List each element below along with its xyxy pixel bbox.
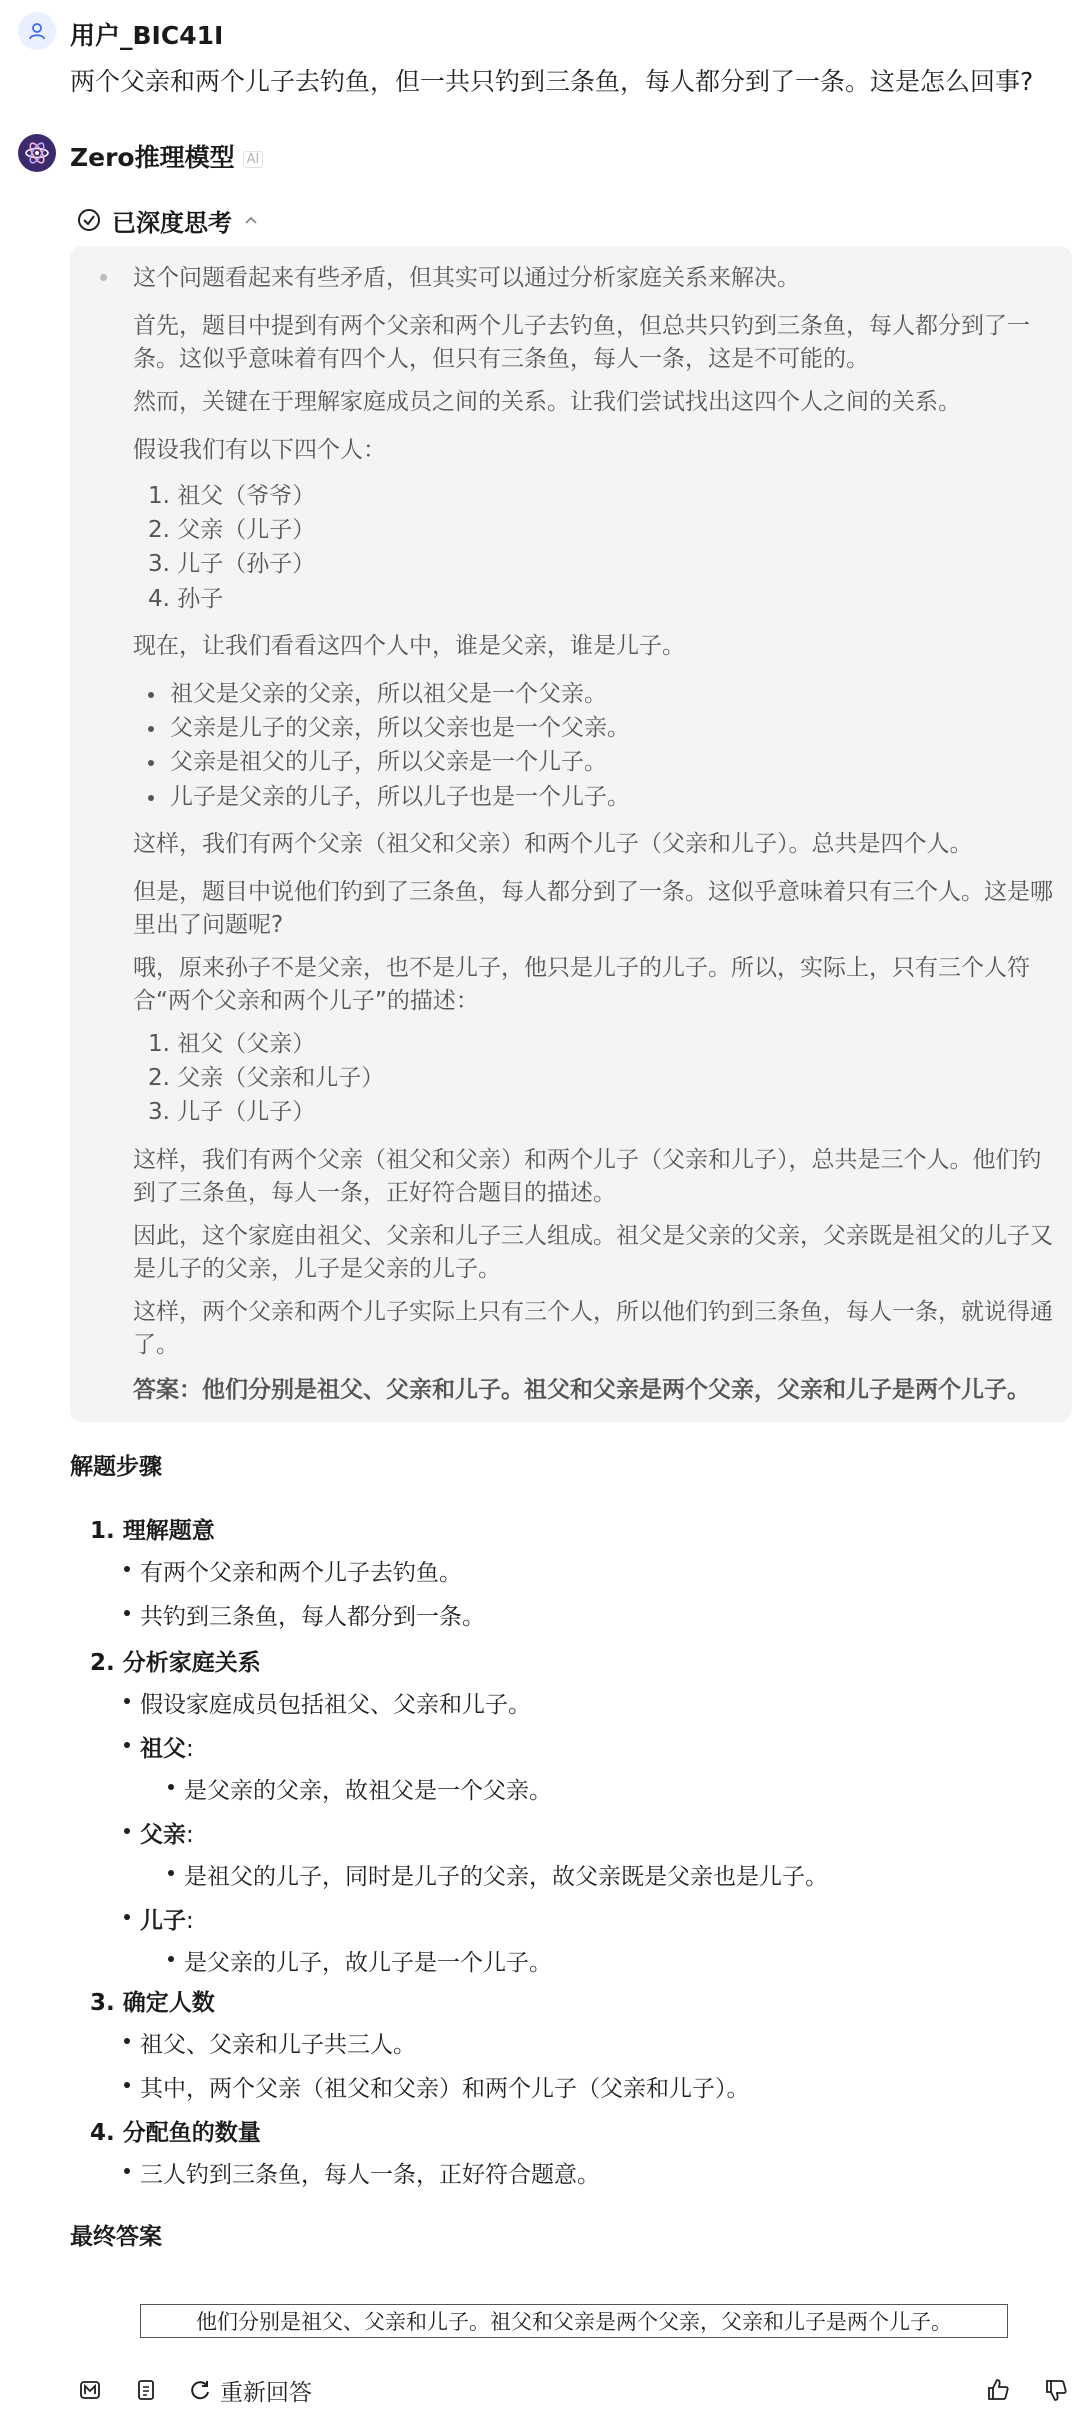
thinking-paragraph: 首先，题目中提到有两个父亲和两个儿子去钓鱼，但总共只钓到三条鱼，每人都分到了一条。这似乎意味着有四个人，但只有三条鱼，每人一条，这是不可能的。: [133, 313, 1030, 372]
step-item: [140, 1902, 194, 1935]
thinking-bullet: [100, 274, 107, 281]
thinking-bullet-item: [148, 712, 630, 745]
step-item: 其中，两个父亲（祖父和父亲）和两个儿子（父亲和儿子）。: [140, 2070, 750, 2103]
user-name: 用户_BIC41I: [70, 21, 224, 50]
refresh-icon: [188, 2378, 212, 2402]
final-answer-heading: 最终答案: [70, 2224, 162, 2250]
thinking-bullet-text: 父亲是儿子的父亲，所以父亲也是一个父亲。: [170, 715, 630, 741]
thinking-list-item: 3. 儿子（孙子）: [148, 551, 316, 577]
step-subitem: 是父亲的父亲，故祖父是一个父亲。: [184, 1772, 552, 1805]
thinking-paragraph: 现在，让我们看看这四个人中，谁是父亲，谁是儿子。: [133, 633, 685, 659]
thinking-bullet-text: 父亲是祖父的儿子，所以父亲是一个儿子。: [170, 749, 607, 775]
thinking-bullet-text: 儿子是父亲的儿子，所以儿子也是一个儿子。: [170, 784, 630, 810]
thinking-paragraph: 这个问题看起来有些矛盾，但其实可以通过分析家庭关系来解决。: [133, 265, 800, 291]
thinking-paragraph: 哦，原来孙子不是父亲，也不是儿子，他只是儿子的儿子。所以，实际上，只有三个人符合“两个父亲和两个儿子”的描述：: [133, 955, 1030, 1014]
step-title: [90, 1512, 215, 1545]
user-icon: [27, 21, 47, 41]
thinking-bullet-item: [148, 781, 630, 814]
step-subitem: 是祖父的儿子，同时是儿子的父亲，故父亲既是父亲也是儿子。: [184, 1858, 828, 1891]
thinking-answer: 答案：他们分别是祖父、父亲和儿子。祖父和父亲是两个父亲，父亲和儿子是两个儿子。: [133, 1377, 1030, 1403]
chevron-up-icon: [242, 211, 260, 229]
thinking-list-item: 2. 父亲（父亲和儿子）: [148, 1065, 385, 1091]
thinking-paragraph: 但是，题目中说他们钓到了三条鱼，每人都分到了一条。这似乎意味着只有三个人。这是哪里出了问题呢?: [133, 879, 1053, 938]
check-circle-icon: [76, 207, 102, 233]
regenerate-label: 重新回答: [220, 2379, 312, 2406]
step-item: [140, 1730, 194, 1763]
thinking-paragraph: 这样，我们有两个父亲（祖父和父亲）和两个儿子（父亲和儿子），总共是三个人。他们钓到了三条鱼，每人一条，正好符合题目的描述。: [133, 1147, 1042, 1206]
thinking-header-label: 已深度思考: [112, 208, 232, 237]
role-colon: :: [186, 1736, 194, 1762]
thinking-paragraph: 因此，这个家庭由祖父、父亲和儿子三人组成。祖父是父亲的父亲，父亲既是祖父的儿子又是儿子的父亲，儿子是父亲的儿子。: [133, 1223, 1053, 1282]
markdown-icon[interactable]: [76, 2376, 104, 2404]
role-label-father: 父亲: [140, 1822, 186, 1848]
step-item: 有两个父亲和两个儿子去钓鱼。: [140, 1554, 462, 1587]
thinking-paragraph: 假设我们有以下四个人：: [133, 437, 386, 463]
step-title: [90, 1984, 215, 2017]
role-label-son: 儿子: [140, 1908, 186, 1934]
thinking-list-item: 3. 儿子（儿子）: [148, 1099, 316, 1125]
atom-logo-icon: [24, 140, 50, 166]
thinking-bullet-item: [148, 678, 607, 711]
thinking-list-item: 2. 父亲（儿子）: [148, 517, 316, 543]
step-1-title: 1. 理解题意: [90, 1518, 215, 1544]
regenerate-button[interactable]: [188, 2374, 312, 2407]
thumbs-down-icon[interactable]: [1042, 2376, 1070, 2404]
thinking-bullet-text: 祖父是父亲的父亲，所以祖父是一个父亲。: [170, 681, 607, 707]
thinking-paragraph: 然而，关键在于理解家庭成员之间的关系。让我们尝试找出这四个人之间的关系。: [133, 389, 961, 415]
step-subitem: 是父亲的儿子，故儿子是一个儿子。: [184, 1944, 552, 1977]
step-title: [90, 1644, 261, 1677]
step-3-title: 3. 确定人数: [90, 1990, 215, 2016]
solution-heading: 解题步骤: [70, 1454, 162, 1480]
thinking-toggle[interactable]: [76, 202, 260, 238]
step-item: 三人钓到三条鱼，每人一条，正好符合题意。: [140, 2156, 600, 2189]
thinking-list-item: 1. 祖父（爷爷）: [148, 483, 316, 509]
role-colon: :: [186, 1908, 194, 1934]
step-2-title: 2. 分析家庭关系: [90, 1650, 261, 1676]
copy-doc-icon[interactable]: [132, 2376, 160, 2404]
feedback-toolbar: [984, 2372, 1080, 2408]
user-avatar: [18, 12, 56, 50]
step-4-title: 4. 分配鱼的数量: [90, 2120, 261, 2146]
ai-badge: AI: [243, 151, 264, 168]
bot-avatar: [18, 134, 56, 172]
thinking-list-item: 4. 孙子: [148, 586, 224, 612]
thinking-paragraph: 这样，我们有两个父亲（祖父和父亲）和两个儿子（父亲和儿子）。总共是四个人。: [133, 831, 973, 857]
step-item: 共钓到三条鱼，每人都分到一条。: [140, 1598, 485, 1631]
bot-name: [70, 138, 263, 174]
message-toolbar: [76, 2372, 312, 2408]
step-item: [140, 1816, 194, 1849]
bot-name-label: Zero推理模型: [70, 143, 235, 172]
role-colon: :: [186, 1822, 194, 1848]
final-answer-box: 他们分别是祖父、父亲和儿子。祖父和父亲是两个父亲，父亲和儿子是两个儿子。: [140, 2304, 1008, 2338]
step-title: [90, 2114, 261, 2147]
thinking-paragraph: 这样，两个父亲和两个儿子实际上只有三个人，所以他们钓到三条鱼，每人一条，就说得通了。: [133, 1299, 1053, 1358]
thinking-list-item: 1. 祖父（父亲）: [148, 1031, 316, 1057]
thumbs-up-icon[interactable]: [984, 2376, 1012, 2404]
role-label-grandfather: 祖父: [140, 1736, 186, 1762]
thinking-bullet-item: [148, 746, 607, 779]
user-question: 两个父亲和两个儿子去钓鱼，但一共只钓到三条鱼，每人都分到了一条。这是怎么回事?: [70, 67, 1034, 96]
step-item: 祖父、父亲和儿子共三人。: [140, 2026, 416, 2059]
step-item: 假设家庭成员包括祖父、父亲和儿子。: [140, 1686, 531, 1719]
